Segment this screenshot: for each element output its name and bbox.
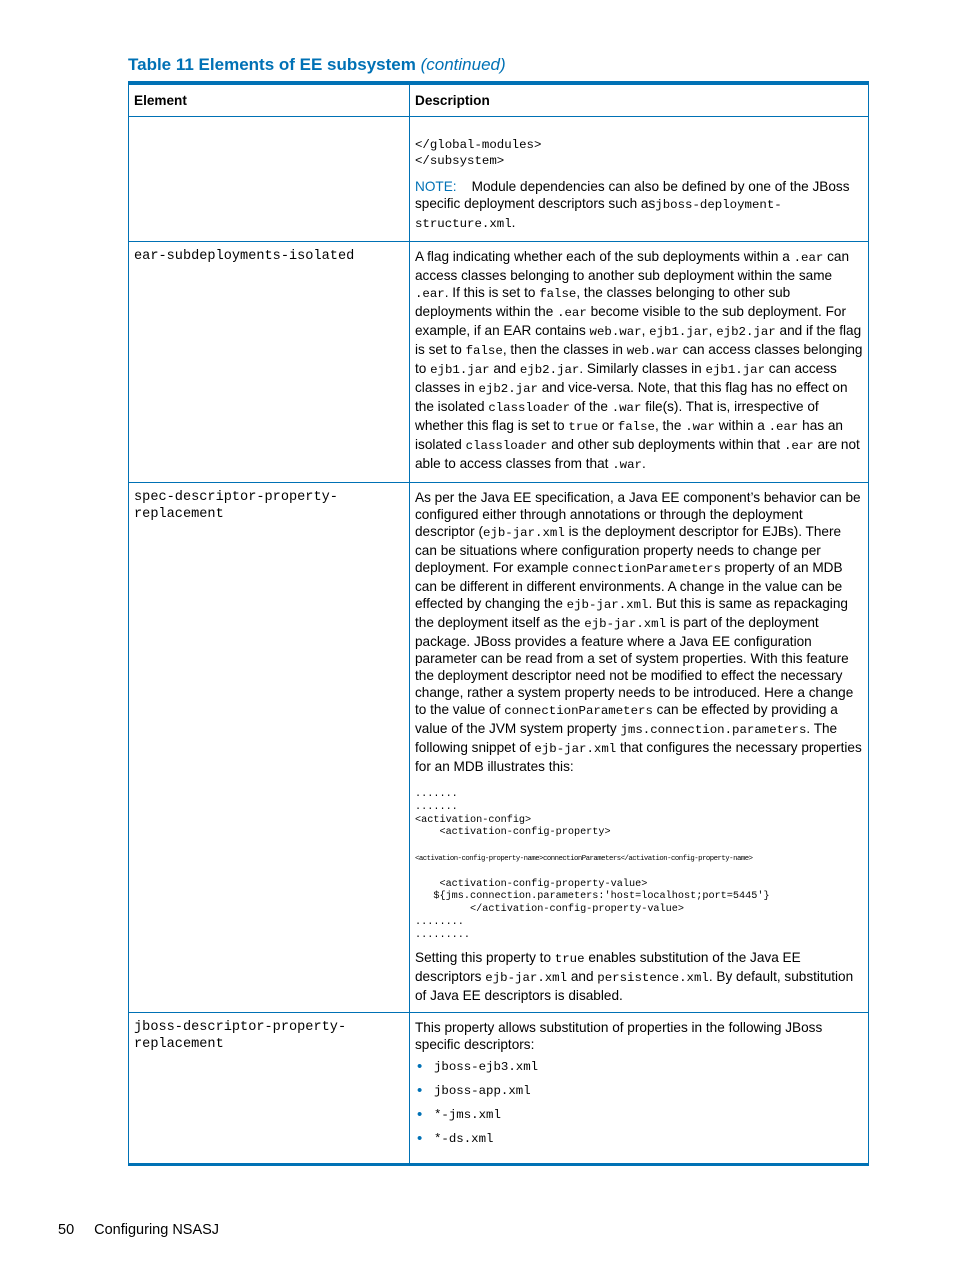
description-text bbox=[415, 489, 863, 775]
descriptor-list bbox=[415, 1059, 863, 1147]
inline-code: ejb1.jar bbox=[705, 363, 766, 377]
inline-code: jms.connection.parameters bbox=[620, 723, 807, 737]
inline-code: classloader bbox=[465, 439, 548, 453]
text-run: and bbox=[489, 361, 520, 376]
page-number: 50 bbox=[58, 1222, 75, 1238]
text-run: Setting this property to bbox=[415, 949, 555, 965]
inline-code: ejb1.jar bbox=[649, 325, 709, 339]
table-row bbox=[129, 483, 869, 1013]
text-run: can access classes in bbox=[415, 361, 837, 395]
table-row bbox=[129, 117, 869, 242]
text-run: of the bbox=[570, 399, 612, 414]
text-run: that configures the necessary properties for an MDB illustrates this: bbox=[415, 740, 862, 774]
text-run: . The following snippet of bbox=[415, 721, 838, 755]
description-text bbox=[415, 248, 863, 474]
bullet-icon: • bbox=[417, 1105, 423, 1123]
text-run: can be effected by providing a value of the JVM system property bbox=[415, 702, 838, 736]
text-run: and bbox=[567, 968, 598, 984]
inline-code: true bbox=[568, 420, 599, 434]
inline-code: ejb2.jar bbox=[478, 382, 538, 396]
inline-code: ejb-jar.xml bbox=[483, 526, 565, 540]
footer-section: Configuring NSASJ bbox=[94, 1222, 220, 1238]
code-top: ....... ....... <activation-config> <activation-config-property> bbox=[415, 789, 611, 839]
text-run: . But this is same as repackaging the deployment itself as the bbox=[415, 596, 848, 630]
list-item bbox=[415, 1059, 863, 1075]
bullet-icon: • bbox=[417, 1057, 423, 1075]
note-end: . bbox=[511, 215, 516, 230]
list-item bbox=[415, 1107, 863, 1123]
text-run: has an isolated bbox=[415, 418, 843, 452]
inline-code: ejb1.jar bbox=[430, 363, 490, 377]
code-snippet-global-modules: </global-modules> </subsystem> bbox=[415, 138, 542, 168]
inline-code: web.war bbox=[589, 325, 642, 339]
text-run: property of an MDB can be different in different environments. A change in the value can be effected by changing the bbox=[415, 560, 843, 611]
inline-code: persistence.xml bbox=[597, 970, 709, 985]
inline-code: true bbox=[554, 951, 585, 966]
inline-code: false bbox=[465, 344, 503, 358]
list-item-text: *-ds.xml bbox=[434, 1131, 494, 1146]
inline-code: connectionParameters bbox=[504, 704, 653, 718]
note-label: NOTE: bbox=[415, 179, 457, 194]
text-run: . Similarly classes in bbox=[579, 361, 706, 376]
text-run: file(s). That is, irrespective of whether this flag is set to bbox=[415, 399, 819, 433]
text-run: . By default, substitution of Java EE descriptors is disabled. bbox=[415, 968, 854, 1003]
note-text: Module dependencies can also be defined by one of the JBoss specific deployment descriptors such as bbox=[415, 179, 850, 211]
text-run: and vice-versa. Note, that this flag has no effect on the isolated bbox=[415, 380, 848, 414]
inline-code: ejb-jar.xml bbox=[485, 970, 568, 985]
inline-code: .war bbox=[685, 420, 715, 434]
description-text-2 bbox=[415, 949, 863, 1004]
caption-continued: (continued) bbox=[420, 55, 506, 74]
description-intro: This property allows substitution of properties in the following JBoss specific descriptors: bbox=[415, 1019, 823, 1052]
text-run: and other sub deployments within that bbox=[547, 437, 784, 452]
list-item-text: *-jms.xml bbox=[434, 1107, 501, 1122]
inline-code: .ear bbox=[783, 439, 814, 453]
text-run: , then the classes in bbox=[502, 342, 627, 357]
bullet-icon: • bbox=[417, 1081, 423, 1099]
inline-code: classloader bbox=[488, 401, 571, 415]
ee-elements-table bbox=[128, 81, 869, 1166]
description-cell bbox=[410, 242, 869, 483]
text-run: become visible to the sub deployment. For example, if an EAR contains bbox=[415, 304, 846, 338]
note-paragraph bbox=[415, 178, 863, 233]
text-run: , the classes belonging to other sub deployments within the bbox=[415, 285, 791, 319]
inline-code: .war bbox=[612, 458, 642, 472]
inline-code: ejb-jar.xml bbox=[534, 742, 617, 756]
inline-code: .ear bbox=[557, 306, 587, 320]
caption-title: Table 11 Elements of EE subsystem bbox=[128, 55, 416, 74]
element-cell-empty bbox=[129, 117, 410, 242]
bullet-icon: • bbox=[417, 1129, 423, 1147]
inline-code: .ear bbox=[793, 251, 824, 265]
table-caption bbox=[128, 55, 506, 75]
text-run: , bbox=[641, 323, 650, 338]
inline-code: connectionParameters bbox=[572, 562, 721, 576]
list-item-text: jboss-app.xml bbox=[434, 1083, 531, 1098]
table-row bbox=[129, 1012, 869, 1164]
header-description: Description bbox=[410, 83, 869, 117]
text-run: is part of the deployment package. JBoss provides a feature where a Java EE configuration parameter can be read from a set of system properties. With this feature the deployment descriptor need not be modified to effect the necessary change, rather a system property needs to be introduced. Here a change to the value of bbox=[415, 615, 854, 717]
element-name: spec-descriptor-property-replacement bbox=[129, 483, 410, 1013]
inline-code: ejb2.jar bbox=[519, 363, 580, 377]
inline-code: .war bbox=[611, 401, 642, 415]
text-run: . If this is set to bbox=[444, 285, 540, 300]
text-run: are not able to access classes from that bbox=[415, 437, 860, 471]
text-run: or bbox=[598, 418, 618, 433]
element-name: ear-subdeployments-isolated bbox=[129, 242, 410, 483]
text-run: can access classes belonging to bbox=[415, 342, 863, 376]
code-bottom: <activation-config-property-value> ${jms.connection.parameters:'host=localhost;port=5445'} </activation-config-property-value> ........ ......... bbox=[415, 878, 770, 941]
text-run: , the bbox=[654, 418, 686, 433]
description-cell bbox=[410, 117, 869, 242]
description-cell bbox=[410, 483, 869, 1013]
inline-code: .ear bbox=[415, 287, 445, 301]
text-run: As per the Java EE specification, a Java EE component’s behavior can be configured either through annotations or through the deployment descriptor ( bbox=[415, 490, 861, 539]
inline-code: false bbox=[539, 287, 577, 301]
text-run: can access classes belonging to another sub deployment within the same bbox=[415, 249, 850, 283]
list-item-text: jboss-ejb3.xml bbox=[434, 1059, 539, 1074]
header-element: Element bbox=[129, 83, 410, 117]
inline-code: web.war bbox=[626, 344, 679, 358]
text-run: enables substitution of the Java EE descriptors bbox=[415, 949, 801, 984]
code-snippet-activation-config bbox=[415, 789, 863, 943]
text-run: , bbox=[708, 323, 717, 338]
text-run: within a bbox=[714, 418, 769, 433]
table-header-row bbox=[129, 83, 869, 117]
note-code: jboss-deployment-structure.xml bbox=[415, 198, 782, 231]
inline-code: .ear bbox=[768, 420, 799, 434]
code-name-line: <activation-config-property-name>connectionParameters</activation-config-property-name> bbox=[415, 854, 753, 863]
inline-code: ejb2.jar bbox=[716, 325, 776, 339]
inline-code: false bbox=[617, 420, 655, 434]
list-item bbox=[415, 1131, 863, 1147]
description-cell bbox=[410, 1012, 869, 1164]
text-run: and if the flag is set to bbox=[415, 323, 862, 357]
list-item bbox=[415, 1083, 863, 1099]
element-name: jboss-descriptor-property-replacement bbox=[129, 1012, 410, 1164]
text-run: A flag indicating whether each of the sub deployments within a bbox=[415, 249, 794, 264]
text-run: is the deployment descriptor for EJBs). There can be situations where configuration property needs to change per deployment. For example bbox=[415, 524, 842, 575]
inline-code: ejb-jar.xml bbox=[584, 617, 667, 631]
table-row bbox=[129, 242, 869, 483]
text-run: . bbox=[641, 456, 646, 471]
page-footer bbox=[58, 1222, 219, 1238]
inline-code: ejb-jar.xml bbox=[566, 598, 649, 612]
